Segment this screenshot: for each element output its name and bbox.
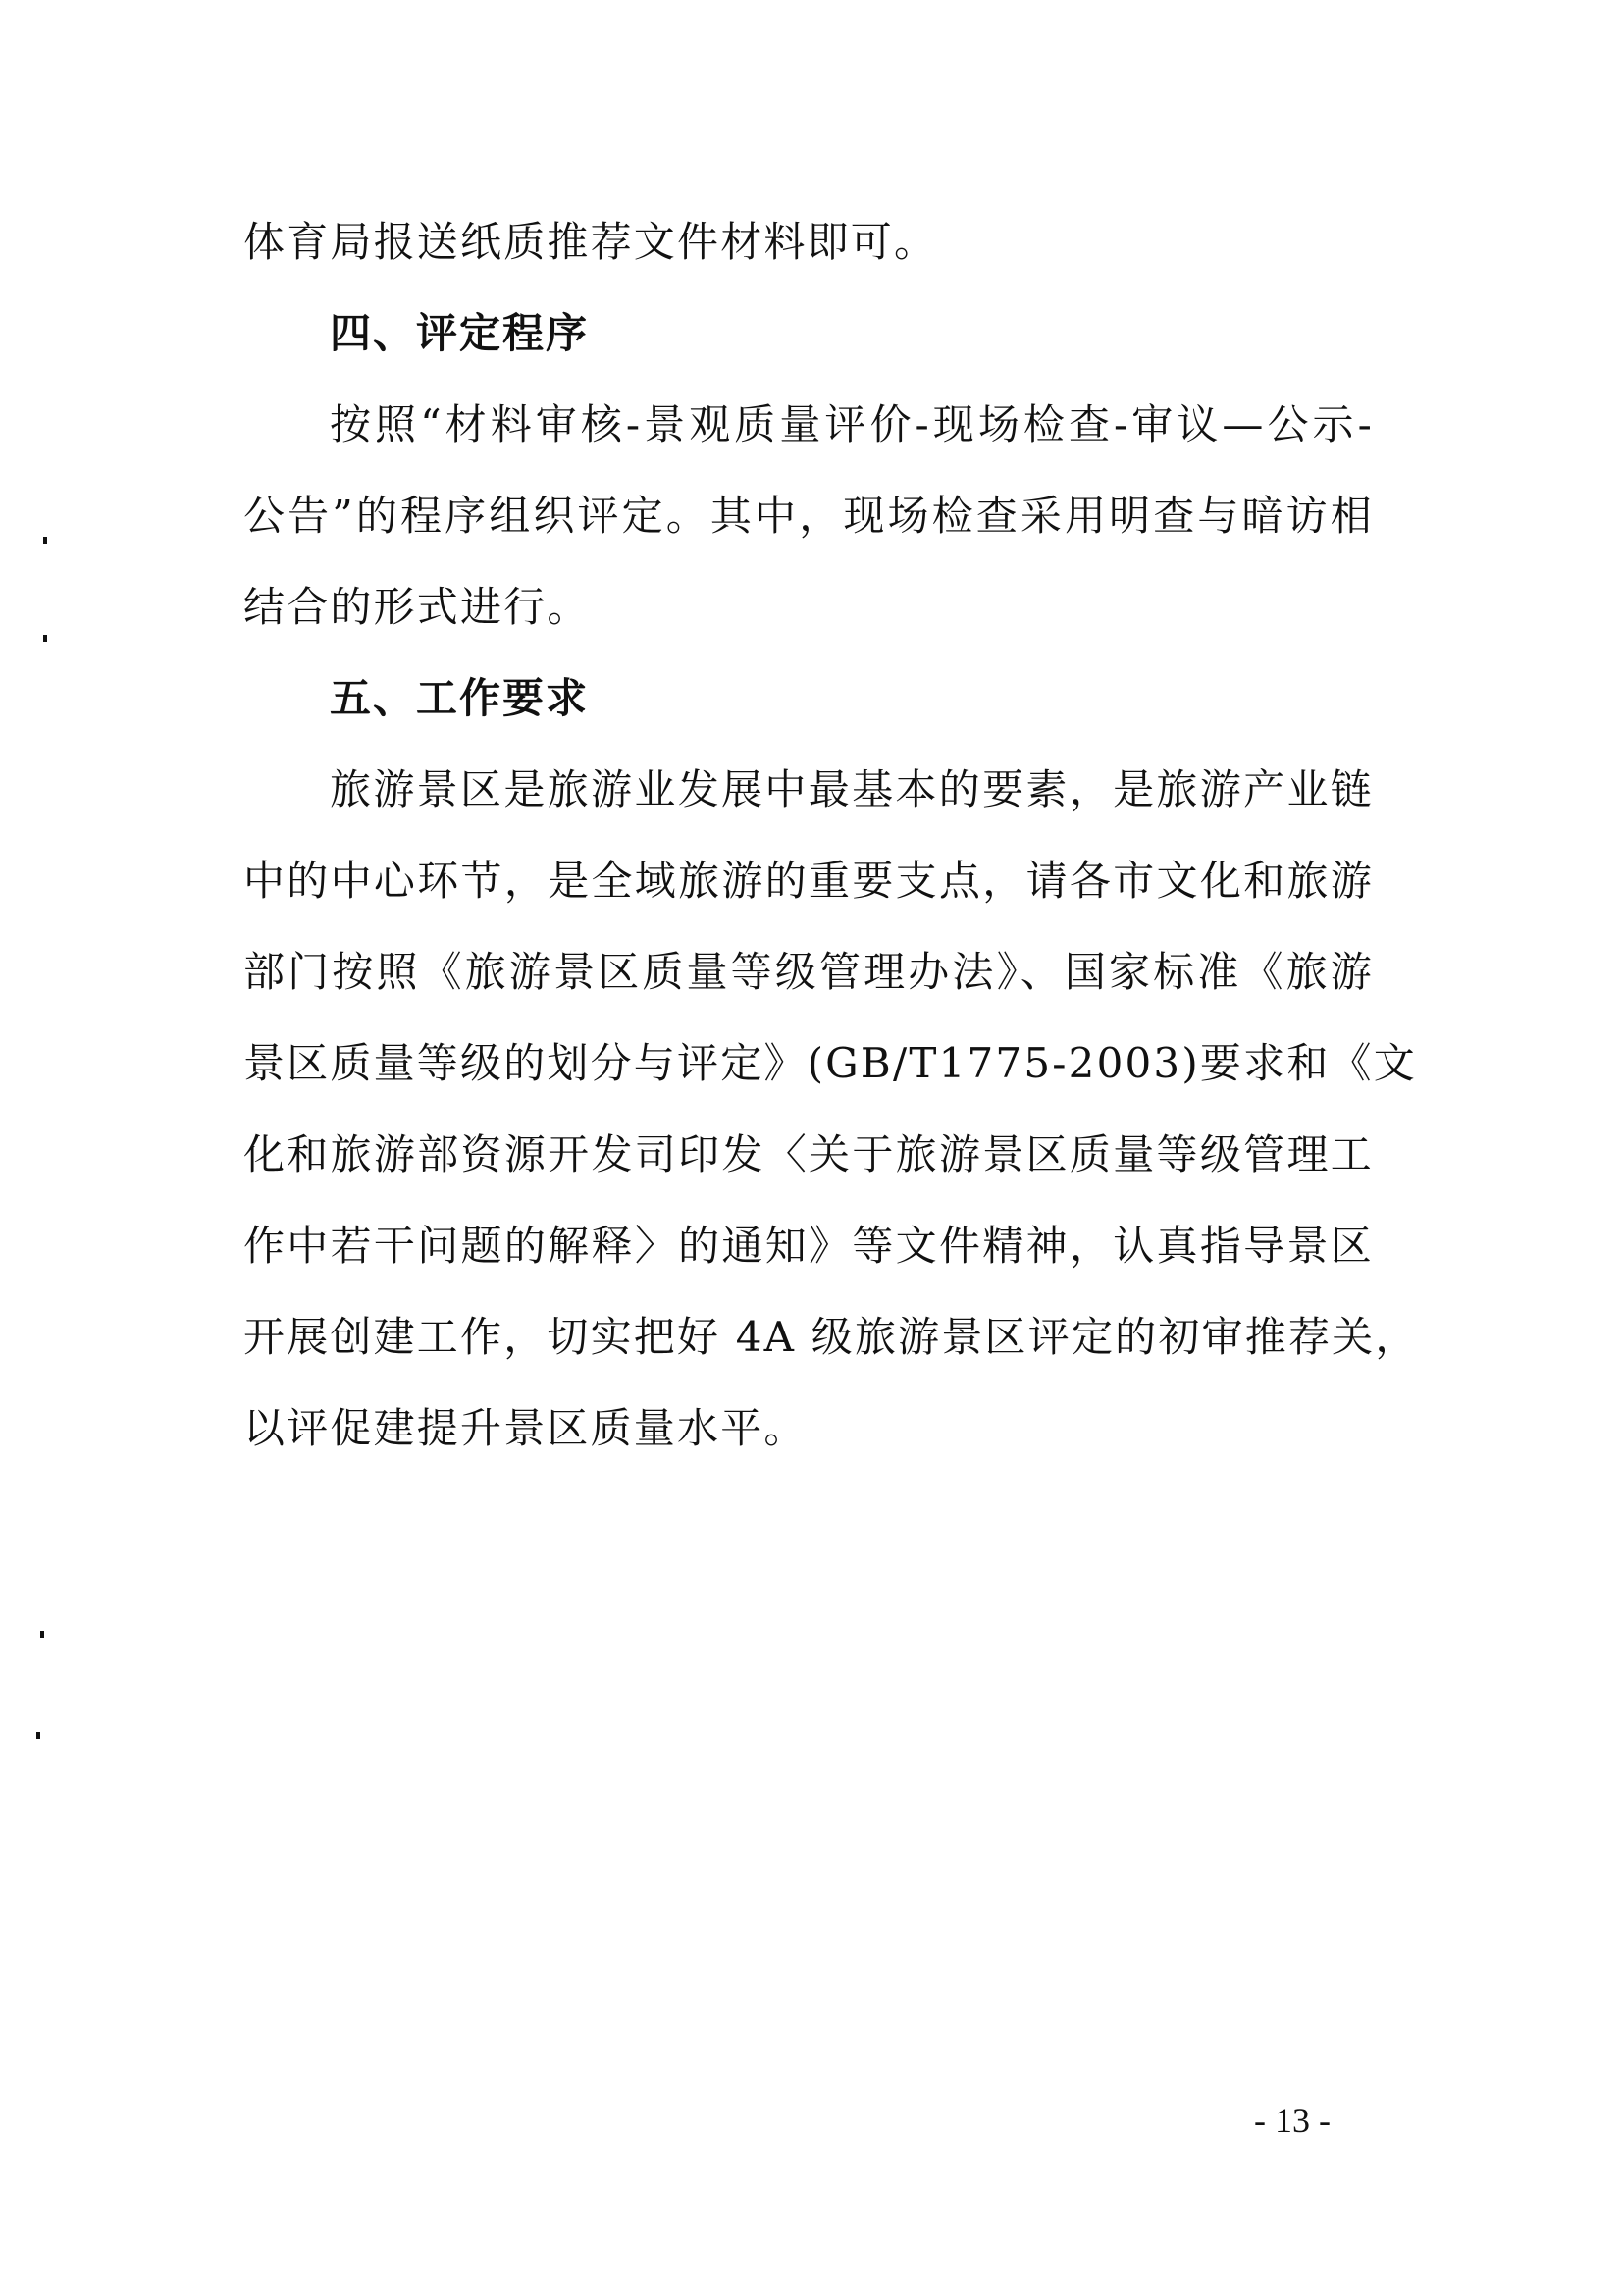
paragraph-evaluation-procedure (243, 379, 1374, 652)
page-number: - 13 - (1254, 2101, 1331, 2140)
paragraph-work-requirements (243, 744, 1419, 1474)
margin-mark (43, 537, 47, 544)
paragraph-line: 部门按照《旅游景区质量等级管理办法》、国家标准《旅游 (243, 948, 1374, 996)
paragraph-line: 结合的形式进行。 (243, 583, 591, 631)
paragraph-line: 公告”的程序组织评定。其中，现场检查采用明查与暗访相 (243, 492, 1374, 540)
paragraph-line: 作中若干问题的解释〉的通知》等文件精神，认真指导景区 (243, 1222, 1374, 1270)
section-heading-work-requirements: 五、工作要求 (330, 674, 590, 722)
margin-mark (43, 635, 47, 642)
paragraph-line: 体育局报送纸质推荐文件材料即可。 (243, 218, 938, 266)
paragraph-line: 开展创建工作，切实把好 4A 级旅游景区评定的初审推荐关， (243, 1313, 1419, 1361)
margin-mark (40, 1631, 44, 1638)
paragraph-line: 景区质量等级的划分与评定》(GB/T1775-2003)要求和《文 (243, 1039, 1417, 1087)
margin-mark (36, 1732, 40, 1739)
section-heading-evaluation-procedure: 四、评定程序 (330, 309, 590, 357)
document-body (243, 196, 1419, 1474)
paragraph-line: 按照“材料审核-景观质量评价-现场检查-审议—公示- (330, 400, 1374, 448)
paragraph-line: 以评促建提升景区质量水平。 (243, 1404, 808, 1452)
paragraph-line: 中的中心环节，是全域旅游的重要支点，请各市文化和旅游 (243, 857, 1374, 905)
paragraph-line: 旅游景区是旅游业发展中最基本的要素，是旅游产业链 (330, 765, 1374, 813)
paragraph-line: 化和旅游部资源开发司印发〈关于旅游景区质量等级管理工 (243, 1130, 1374, 1178)
